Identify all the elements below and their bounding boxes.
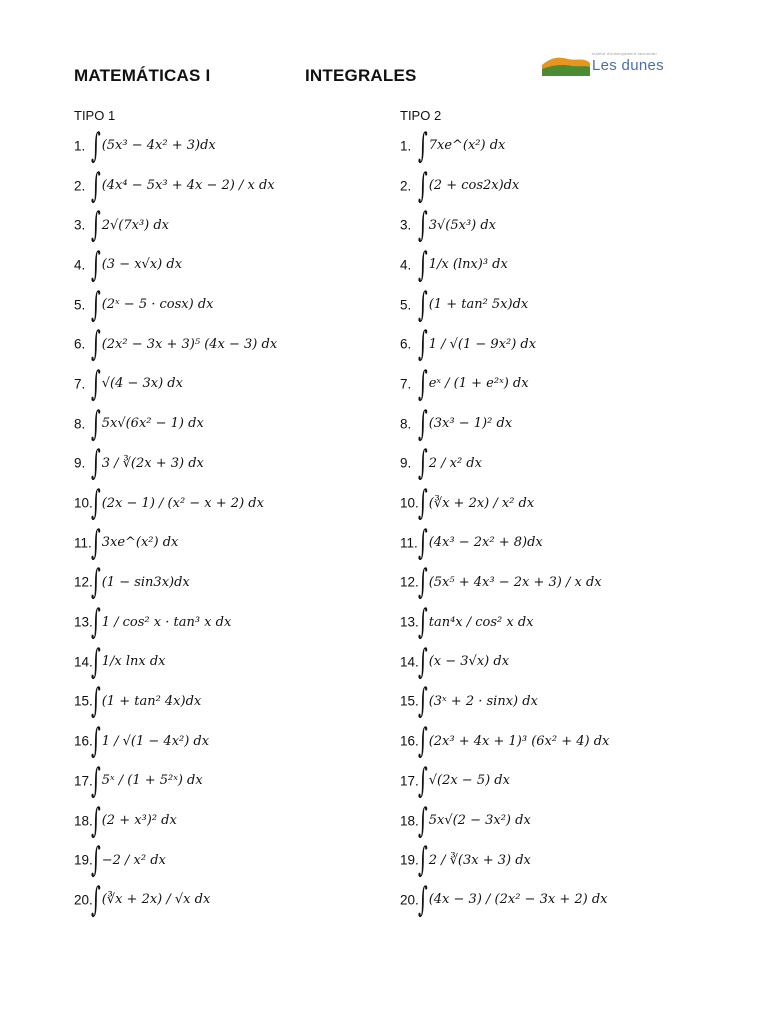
integral-sign: ∫ bbox=[90, 522, 101, 563]
integral-expression bbox=[90, 324, 278, 365]
integrand: (2x² − 3x + 3)⁵ (4x − 3) dx bbox=[101, 336, 278, 352]
integral-item bbox=[400, 562, 602, 603]
integral-sign: ∫ bbox=[90, 840, 101, 881]
integral-sign: ∫ bbox=[417, 760, 428, 801]
integral-sign: ∫ bbox=[417, 244, 428, 285]
integral-expression bbox=[90, 879, 211, 920]
item-number: 18. bbox=[74, 813, 93, 829]
item-number: 13. bbox=[74, 614, 93, 630]
integrand: √(2x − 5) dx bbox=[428, 773, 510, 789]
integrand: −2 / x² dx bbox=[101, 852, 166, 868]
integral-expression bbox=[417, 641, 510, 682]
integrand: 2 / ∛(3x + 3) dx bbox=[428, 852, 531, 868]
item-number: 13. bbox=[400, 614, 419, 630]
integrand: 5ˣ / (1 + 5²ˣ) dx bbox=[101, 773, 203, 789]
integral-sign: ∫ bbox=[417, 363, 428, 404]
integrand: (2x − 1) / (x² − x + 2) dx bbox=[101, 495, 264, 511]
integral-item bbox=[400, 800, 531, 841]
integral-expression bbox=[417, 800, 531, 841]
integral-expression bbox=[90, 125, 216, 166]
integral-sign: ∫ bbox=[90, 760, 101, 801]
integral-item bbox=[74, 443, 204, 484]
integrand: (5x³ − 4x² + 3)dx bbox=[101, 138, 216, 154]
integral-expression bbox=[90, 562, 190, 603]
integral-expression bbox=[417, 324, 537, 365]
integral-expression bbox=[417, 125, 506, 166]
integral-item bbox=[74, 403, 204, 444]
integral-expression bbox=[90, 284, 214, 325]
integral-item bbox=[74, 205, 170, 246]
item-number: 5. bbox=[400, 297, 412, 313]
integral-expression bbox=[417, 443, 482, 484]
item-number: 14. bbox=[74, 654, 93, 670]
integral-sign: ∫ bbox=[90, 324, 101, 365]
logo-name: Les dunes bbox=[592, 57, 664, 74]
integral-item bbox=[74, 800, 177, 841]
integrand: 1 / cos² x · tan³ x dx bbox=[101, 614, 232, 630]
item-number: 6. bbox=[74, 336, 86, 352]
item-number: 12. bbox=[74, 574, 93, 590]
integral-expression bbox=[90, 602, 232, 643]
integral-sign: ∫ bbox=[417, 681, 428, 722]
integral-sign: ∫ bbox=[417, 284, 428, 325]
integral-expression bbox=[417, 840, 531, 881]
integrand: 5x√(6x² − 1) dx bbox=[101, 416, 204, 432]
tipo1-column bbox=[74, 108, 278, 920]
integral-expression bbox=[90, 483, 264, 524]
integral-expression bbox=[417, 284, 529, 325]
logo-dunes-icon bbox=[542, 56, 590, 76]
integral-expression bbox=[90, 760, 203, 801]
item-number: 17. bbox=[400, 773, 419, 789]
integral-item bbox=[400, 483, 535, 524]
integral-sign: ∫ bbox=[90, 205, 101, 246]
integral-expression bbox=[417, 681, 538, 722]
integrand: 2√(7x³) dx bbox=[101, 217, 170, 233]
item-number: 17. bbox=[74, 773, 93, 789]
integral-sign: ∫ bbox=[90, 244, 101, 285]
integral-item bbox=[400, 681, 538, 722]
integral-sign: ∫ bbox=[90, 721, 101, 762]
integral-item bbox=[74, 641, 166, 682]
integral-item bbox=[400, 760, 510, 801]
integral-item bbox=[74, 165, 275, 206]
integral-item bbox=[400, 125, 506, 166]
integral-sign: ∫ bbox=[417, 125, 428, 166]
integral-expression bbox=[417, 721, 610, 762]
integral-expression bbox=[417, 403, 513, 444]
integral-sign: ∫ bbox=[90, 483, 101, 524]
integrand: 3 / ∛(2x + 3) dx bbox=[101, 455, 204, 471]
integral-expression bbox=[417, 244, 508, 285]
integrand: 3√(5x³) dx bbox=[428, 217, 497, 233]
integral-expression bbox=[90, 522, 179, 563]
integral-sign: ∫ bbox=[90, 284, 101, 325]
item-number: 4. bbox=[74, 257, 86, 273]
integral-sign: ∫ bbox=[417, 602, 428, 643]
integral-item bbox=[400, 602, 534, 643]
integral-sign: ∫ bbox=[90, 602, 101, 643]
item-number: 12. bbox=[400, 574, 419, 590]
integral-expression bbox=[90, 403, 204, 444]
integrand: (1 + tan² 4x)dx bbox=[101, 693, 202, 709]
integrand: 1/x lnx dx bbox=[101, 654, 166, 670]
integrand: (∛x + 2x) / x² dx bbox=[428, 495, 535, 511]
integrand: (2 + cos2x)dx bbox=[428, 178, 520, 194]
item-number: 6. bbox=[400, 336, 412, 352]
integral-sign: ∫ bbox=[417, 800, 428, 841]
integral-sign: ∫ bbox=[417, 562, 428, 603]
tipo2-column bbox=[400, 108, 610, 920]
integral-sign: ∫ bbox=[90, 125, 101, 166]
integral-item bbox=[74, 522, 179, 563]
integrand: (4x⁴ − 5x³ + 4x − 2) / x dx bbox=[101, 178, 275, 194]
item-number: 3. bbox=[74, 217, 86, 233]
integral-expression bbox=[90, 363, 183, 404]
item-number: 11. bbox=[74, 535, 92, 551]
integral-sign: ∫ bbox=[90, 800, 101, 841]
item-number: 11. bbox=[400, 535, 418, 551]
integral-expression bbox=[90, 205, 170, 246]
integral-sign: ∫ bbox=[90, 363, 101, 404]
integral-expression bbox=[90, 681, 202, 722]
integral-item bbox=[400, 840, 531, 881]
integrand: (2x³ + 4x + 1)³ (6x² + 4) dx bbox=[428, 733, 610, 749]
item-number: 2. bbox=[400, 178, 412, 194]
integral-expression bbox=[417, 205, 497, 246]
integrand: (1 − sin3x)dx bbox=[101, 574, 190, 590]
item-number: 19. bbox=[400, 852, 419, 868]
integrand: 2 / x² dx bbox=[428, 455, 482, 471]
item-number: 1. bbox=[74, 138, 86, 154]
integral-item bbox=[74, 681, 202, 722]
integral-sign: ∫ bbox=[90, 641, 101, 682]
integral-sign: ∫ bbox=[90, 403, 101, 444]
integral-sign: ∫ bbox=[90, 879, 101, 920]
integrand: tan⁴x / cos² x dx bbox=[428, 614, 534, 630]
integral-sign: ∫ bbox=[417, 522, 428, 563]
integrand: (x − 3√x) dx bbox=[428, 654, 510, 670]
integral-sign: ∫ bbox=[417, 205, 428, 246]
item-number: 7. bbox=[400, 376, 412, 392]
integral-item bbox=[400, 284, 529, 325]
integrand: (∛x + 2x) / √x dx bbox=[101, 892, 211, 908]
item-number: 10. bbox=[400, 495, 419, 511]
integrand: eˣ / (1 + e²ˣ) dx bbox=[428, 376, 529, 392]
integrand: (1 + tan² 5x)dx bbox=[428, 297, 529, 313]
integral-item bbox=[400, 522, 543, 563]
integrand: (5x⁵ + 4x³ − 2x + 3) / x dx bbox=[428, 574, 602, 590]
integrand: √(4 − 3x) dx bbox=[101, 376, 183, 392]
integral-expression bbox=[417, 165, 520, 206]
integral-item bbox=[74, 840, 166, 881]
integrand: (4x − 3) / (2x² − 3x + 2) dx bbox=[428, 892, 608, 908]
integral-item bbox=[74, 562, 190, 603]
integrand: 1 / √(1 − 9x²) dx bbox=[428, 336, 537, 352]
integral-item bbox=[400, 363, 529, 404]
integral-item bbox=[400, 324, 537, 365]
integrand: (3x³ − 1)² dx bbox=[428, 416, 513, 432]
integral-item bbox=[74, 125, 216, 166]
integral-sign: ∫ bbox=[417, 879, 428, 920]
integral-expression bbox=[90, 165, 275, 206]
item-number: 5. bbox=[74, 297, 86, 313]
integral-expression bbox=[417, 483, 535, 524]
integral-sign: ∫ bbox=[417, 483, 428, 524]
tipo1-list bbox=[74, 125, 278, 920]
item-number: 19. bbox=[74, 852, 93, 868]
integral-expression bbox=[90, 840, 166, 881]
integral-sign: ∫ bbox=[417, 721, 428, 762]
integral-expression bbox=[90, 721, 210, 762]
item-number: 8. bbox=[74, 416, 86, 432]
section-title: INTEGRALES bbox=[305, 66, 417, 85]
integral-expression bbox=[417, 522, 543, 563]
item-number: 16. bbox=[400, 733, 419, 749]
integral-expression bbox=[90, 641, 166, 682]
integral-item bbox=[74, 483, 264, 524]
integrand: (4x³ − 2x² + 8)dx bbox=[428, 535, 543, 551]
integral-item bbox=[74, 879, 211, 920]
item-number: 3. bbox=[400, 217, 412, 233]
integrand: 1/x (lnx)³ dx bbox=[428, 257, 508, 273]
item-number: 14. bbox=[400, 654, 419, 670]
integral-sign: ∫ bbox=[417, 443, 428, 484]
integral-sign: ∫ bbox=[90, 562, 101, 603]
integral-sign: ∫ bbox=[90, 443, 101, 484]
integral-sign: ∫ bbox=[90, 681, 101, 722]
integral-expression bbox=[90, 443, 204, 484]
integral-item bbox=[400, 879, 608, 920]
item-number: 9. bbox=[400, 455, 412, 471]
item-number: 1. bbox=[400, 138, 412, 154]
integral-expression bbox=[417, 602, 534, 643]
integral-item bbox=[74, 721, 210, 762]
logo-tagline: Institut d'ensenyament secundari bbox=[592, 51, 657, 56]
integral-item bbox=[74, 324, 278, 365]
integrand: (2 + x³)² dx bbox=[101, 813, 177, 829]
integral-expression bbox=[417, 562, 602, 603]
item-number: 8. bbox=[400, 416, 412, 432]
tipo2-heading: TIPO 2 bbox=[400, 108, 442, 123]
integral-item bbox=[400, 721, 610, 762]
integrand: (3 − x√x) dx bbox=[101, 257, 183, 273]
item-number: 15. bbox=[400, 693, 419, 709]
integral-item bbox=[74, 244, 183, 285]
item-number: 15. bbox=[74, 693, 93, 709]
integral-sign: ∫ bbox=[417, 641, 428, 682]
integrand: 1 / √(1 − 4x²) dx bbox=[101, 733, 210, 749]
school-logo bbox=[542, 50, 672, 80]
page-title: MATEMÁTICAS I bbox=[74, 66, 211, 85]
tipo2-list bbox=[400, 125, 610, 920]
item-number: 10. bbox=[74, 495, 93, 511]
integral-item bbox=[74, 760, 203, 801]
item-number: 20. bbox=[74, 892, 93, 908]
item-number: 7. bbox=[74, 376, 86, 392]
integral-expression bbox=[90, 800, 177, 841]
item-number: 4. bbox=[400, 257, 412, 273]
integral-item bbox=[400, 443, 482, 484]
integral-expression bbox=[417, 879, 608, 920]
item-number: 2. bbox=[74, 178, 86, 194]
integral-sign: ∫ bbox=[417, 840, 428, 881]
integral-sign: ∫ bbox=[417, 324, 428, 365]
integral-item bbox=[74, 284, 214, 325]
integral-item bbox=[400, 244, 508, 285]
item-number: 16. bbox=[74, 733, 93, 749]
tipo1-heading: TIPO 1 bbox=[74, 108, 116, 123]
item-number: 20. bbox=[400, 892, 419, 908]
integrand: 5x√(2 − 3x²) dx bbox=[428, 813, 531, 829]
integral-sign: ∫ bbox=[417, 165, 428, 206]
integral-item bbox=[74, 363, 183, 404]
integral-expression bbox=[90, 244, 183, 285]
integrand: (2ˣ − 5 · cosx) dx bbox=[101, 297, 214, 313]
integral-sign: ∫ bbox=[417, 403, 428, 444]
item-number: 18. bbox=[400, 813, 419, 829]
integral-item bbox=[400, 641, 510, 682]
integrand: (3ˣ + 2 · sinx) dx bbox=[428, 693, 538, 709]
integral-sign: ∫ bbox=[90, 165, 101, 206]
integral-expression bbox=[417, 760, 510, 801]
integral-item bbox=[400, 403, 513, 444]
integrand: 3xe^(x²) dx bbox=[101, 535, 179, 551]
integral-item bbox=[400, 165, 520, 206]
integral-item bbox=[400, 205, 497, 246]
integral-expression bbox=[417, 363, 529, 404]
integrand: 7xe^(x²) dx bbox=[428, 138, 506, 154]
item-number: 9. bbox=[74, 455, 86, 471]
integral-item bbox=[74, 602, 232, 643]
